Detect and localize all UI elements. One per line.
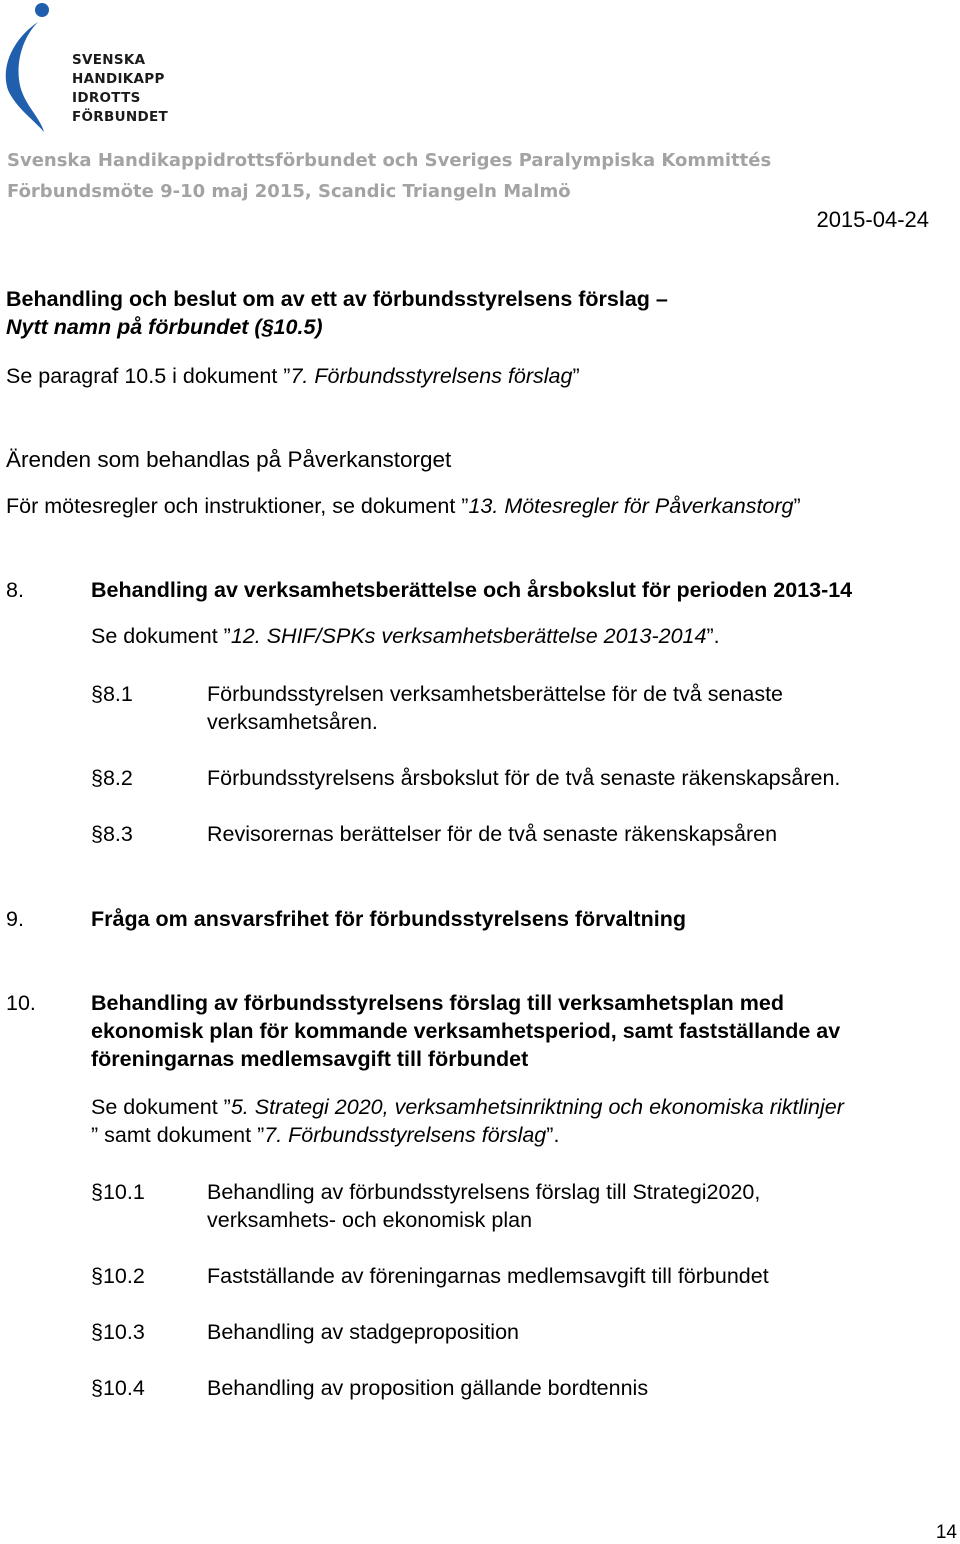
logo-text-line3: IDROTTS <box>72 90 141 106</box>
logo-text-line4: FÖRBUNDET <box>72 109 168 125</box>
intro-heading-line1: Behandling och beslut om av ett av förbundsstyrelsens förslag – <box>6 287 668 311</box>
paverkanstorget-text: För mötesregler och instruktioner, se dokument ”13. Mötesregler för Påverkanstorg” <box>6 494 801 518</box>
shif-logo <box>0 0 170 140</box>
logo-text-line2: HANDIKAPP <box>72 71 165 87</box>
paragraph-8-1-text: Förbundsstyrelsen verksamhetsberättelse för de två senaste <box>207 682 784 706</box>
item-10-reference-line1: Se dokument ”5. Strategi 2020, verksamhetsinriktning och ekonomiska riktlinjer <box>91 1095 844 1119</box>
paragraph-8-2-text: Förbundsstyrelsens årsbokslut för de två senaste räkenskapsåren. <box>207 766 841 790</box>
paragraph-10-1-text: Behandling av förbundsstyrelsens förslag till Strategi2020, <box>207 1180 761 1204</box>
item-10-reference-line2: ” samt dokument ”7. Förbundsstyrelsens förslag”. <box>91 1123 560 1147</box>
meeting-info-line: Förbundsmöte 9-10 maj 2015, Scandic Triangeln Malmö <box>7 181 571 202</box>
paragraph-10-4-number: §10.4 <box>91 1376 145 1400</box>
item-10-title-line2: ekonomisk plan för kommande verksamhetsperiod, samt fastställande av <box>91 1019 841 1043</box>
paragraph-10-1-text-cont: verksamhets- och ekonomisk plan <box>207 1208 533 1232</box>
item-10-title-line3: föreningarnas medlemsavgift till förbundet <box>91 1047 529 1071</box>
paragraph-10-4-text: Behandling av proposition gällande bordtennis <box>207 1376 649 1400</box>
paragraph-8-1-text-cont: verksamhetsåren. <box>207 710 378 734</box>
item-10-title-line1: Behandling av förbundsstyrelsens förslag till verksamhetsplan med <box>91 991 784 1015</box>
item-9-title: Fråga om ansvarsfrihet för förbundsstyrelsens förvaltning <box>91 907 686 931</box>
paragraph-8-3-text: Revisorernas berättelser för de två senaste räkenskapsåren <box>207 822 778 846</box>
paragraph-10-3-text: Behandling av stadgeproposition <box>207 1320 519 1344</box>
paverkanstorget-doc: 13. Mötesregler för Påverkanstorg <box>468 494 794 518</box>
logo-text-line1: SVENSKA <box>72 52 146 68</box>
item-10-reference-doc1: 5. Strategi 2020, verksamhetsinriktning och ekonomiska riktlinjer <box>230 1095 844 1119</box>
item-8-number: 8. <box>6 578 24 602</box>
athlete-swoosh-icon <box>0 0 70 140</box>
paragraph-8-3-number: §8.3 <box>91 822 133 846</box>
paragraph-10-2-number: §10.2 <box>91 1264 145 1288</box>
paverkanstorget-heading: Ärenden som behandlas på Påverkanstorget <box>6 447 452 472</box>
intro-reference: Se paragraf 10.5 i dokument ”7. Förbundsstyrelsens förslag” <box>6 364 580 388</box>
document-date: 2015-04-24 <box>816 207 929 232</box>
item-8-title: Behandling av verksamhetsberättelse och årsbokslut för perioden 2013-14 <box>91 578 853 602</box>
item-8-reference: Se dokument ”12. SHIF/SPKs verksamhetsberättelse 2013-2014”. <box>91 624 720 648</box>
page-number: 14 <box>935 1522 957 1543</box>
paragraph-8-1-number: §8.1 <box>91 682 133 706</box>
org-name-line: Svenska Handikappidrottsförbundet och Sveriges Paralympiska Kommittés <box>7 150 772 171</box>
item-8-reference-doc: 12. SHIF/SPKs verksamhetsberättelse 2013-2014 <box>230 624 707 648</box>
intro-reference-doc: 7. Förbundsstyrelsens förslag <box>290 364 573 388</box>
paragraph-10-2-text: Fastställande av föreningarnas medlemsavgift till förbundet <box>207 1264 769 1288</box>
intro-heading-line2: Nytt namn på förbundet (§10.5) <box>6 315 323 339</box>
item-10-number: 10. <box>6 991 36 1015</box>
item-10-reference-doc2: 7. Förbundsstyrelsens förslag <box>264 1123 547 1147</box>
paragraph-10-3-number: §10.3 <box>91 1320 145 1344</box>
paragraph-8-2-number: §8.2 <box>91 766 133 790</box>
paragraph-10-1-number: §10.1 <box>91 1180 145 1204</box>
item-9-number: 9. <box>6 907 24 931</box>
